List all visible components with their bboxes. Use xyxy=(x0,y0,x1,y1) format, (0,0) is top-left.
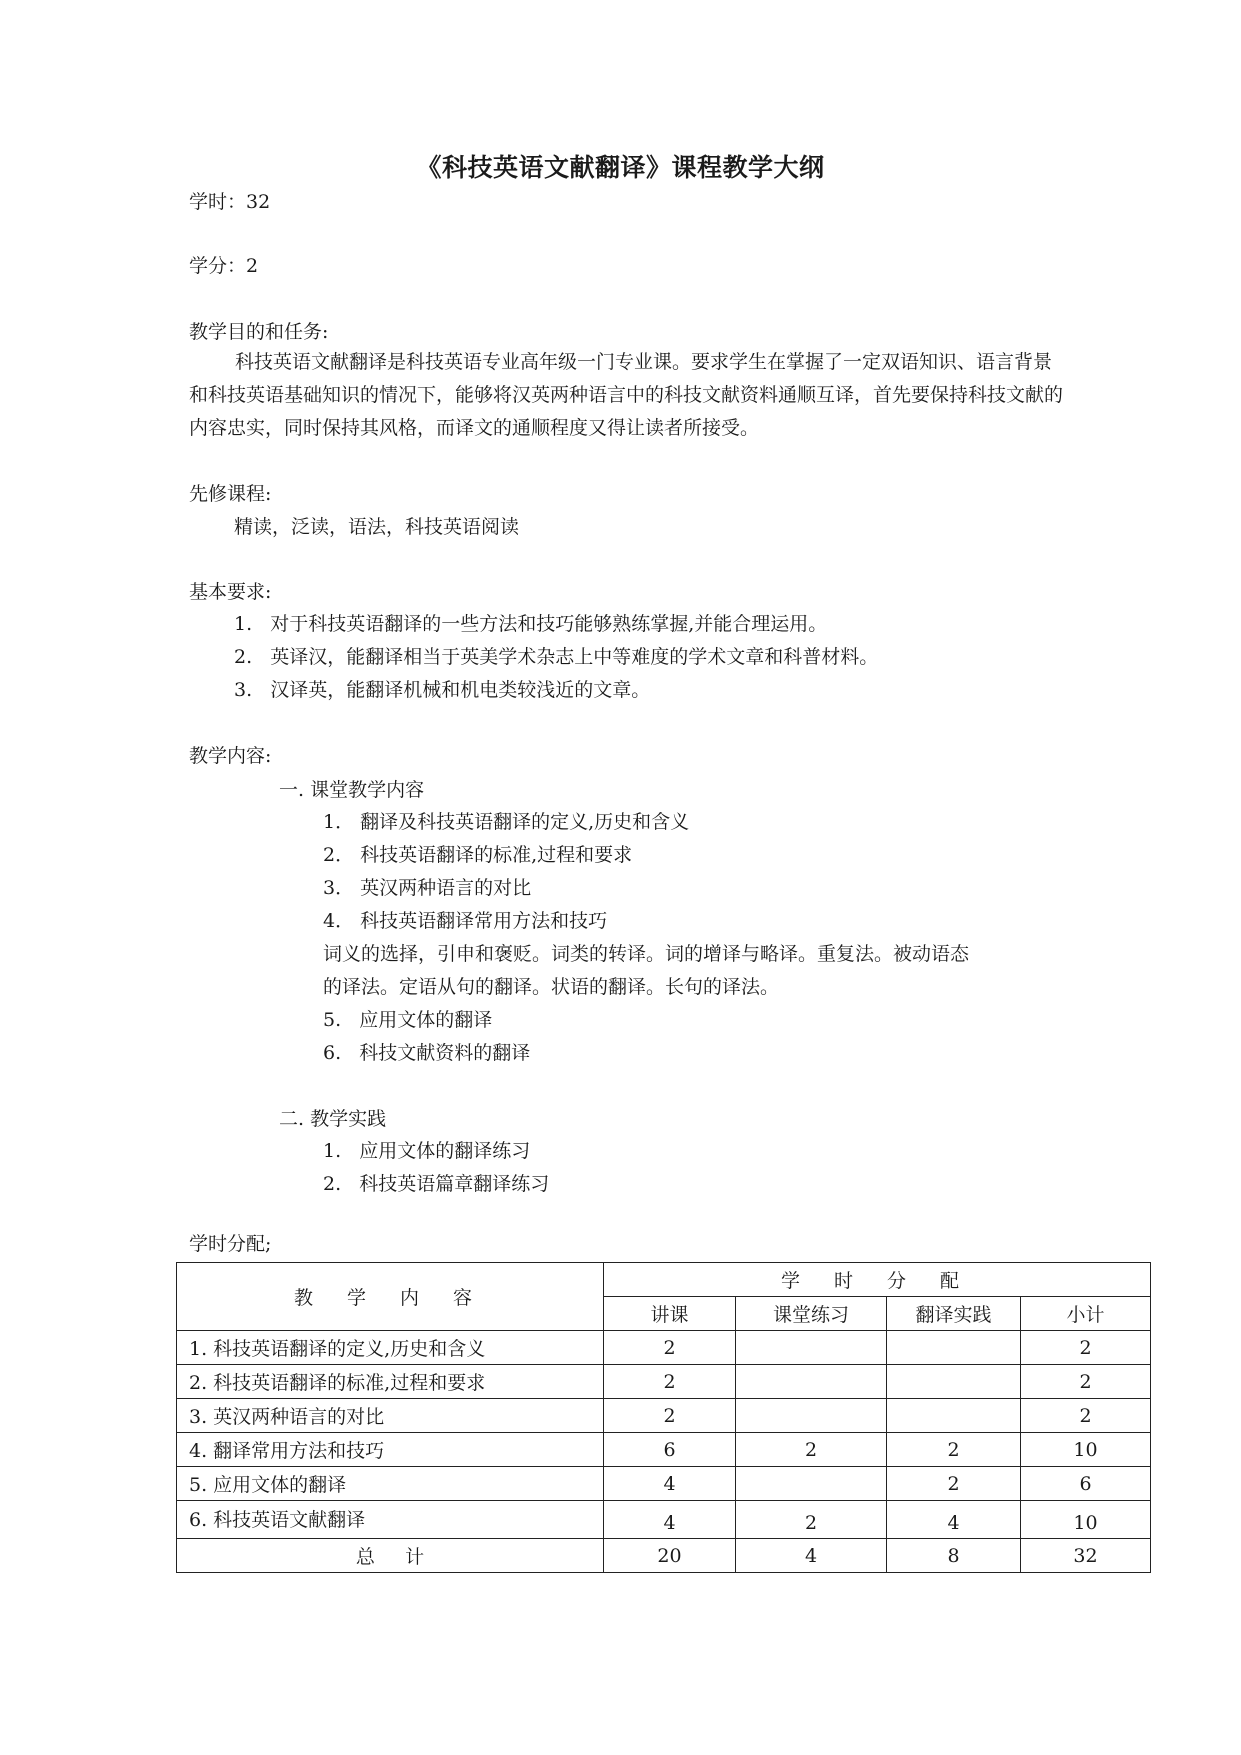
cell-practice: 2 xyxy=(887,1433,1021,1467)
section2-title: 二. 教学实践 xyxy=(279,1108,387,1130)
table-row xyxy=(177,1331,1151,1365)
cell-practice xyxy=(887,1331,1021,1365)
content-item-text: 翻译及科技英语翻译的定义,历史和含义 xyxy=(360,811,690,833)
content-item-num: 5. xyxy=(323,1009,342,1031)
cell-practice: 2 xyxy=(887,1467,1021,1501)
content-item-num: 1． xyxy=(323,811,355,833)
cell-subtotal: 10 xyxy=(1021,1433,1151,1467)
table-header-row xyxy=(177,1263,1151,1297)
row-item: 3. 英汉两种语言的对比 xyxy=(177,1399,604,1433)
content-item-text: 科技文献资料的翻译 xyxy=(359,1042,531,1064)
cell-exercise xyxy=(736,1331,887,1365)
total-lecture: 20 xyxy=(604,1539,736,1573)
practice-item-text: 科技英语篇章翻译练习 xyxy=(359,1173,550,1195)
requirement-num: 3. xyxy=(234,679,253,701)
content-item xyxy=(323,1008,492,1032)
section1-title: 一. 课堂教学内容 xyxy=(279,779,425,801)
cell-exercise xyxy=(736,1467,887,1501)
cell-subtotal: 2 xyxy=(1021,1399,1151,1433)
content-item-text: 应用文体的翻译 xyxy=(359,1009,493,1031)
prereq-text: 精读，泛读，语法，科技英语阅读 xyxy=(234,516,520,538)
purpose-heading: 教学目的和任务: xyxy=(189,321,329,343)
total-label: 总 计 xyxy=(177,1539,604,1573)
column-header: 小计 xyxy=(1021,1297,1151,1331)
cell-lecture: 4 xyxy=(604,1467,736,1501)
practice-item xyxy=(323,1172,549,1196)
total-exercise: 4 xyxy=(736,1539,887,1573)
row-item: 1. 科技英语翻译的定义,历史和含义 xyxy=(177,1331,604,1365)
content-detail-line: 的译法。定语从句的翻译。状语的翻译。长句的译法。 xyxy=(323,976,780,998)
content-item-num: 2． xyxy=(323,844,355,866)
content-item xyxy=(323,909,607,933)
content-item-text: 英汉两种语言的对比 xyxy=(360,877,532,899)
cell-lecture: 2 xyxy=(604,1331,736,1365)
content-detail-line: 词义的选择，引申和褒贬。词类的转译。词的增译与略译。重复法。被动语态 xyxy=(323,943,970,965)
content-item xyxy=(323,843,632,867)
requirement-text: 对于科技英语翻译的一些方法和技巧能够熟练掌握,并能合理运用。 xyxy=(270,613,828,635)
content-heading: 教学内容: xyxy=(189,745,272,767)
requirements-heading: 基本要求: xyxy=(189,581,272,603)
column-header: 翻译实践 xyxy=(887,1297,1021,1331)
content-item-num: 6. xyxy=(323,1042,342,1064)
cell-subtotal: 6 xyxy=(1021,1467,1151,1501)
content-item xyxy=(323,1041,530,1065)
requirement-num: 2. xyxy=(234,646,253,668)
row-item: 4. 翻译常用方法和技巧 xyxy=(177,1433,604,1467)
page-title: 《科技英语文献翻译》课程教学大纲 xyxy=(416,153,825,182)
purpose-text: 科技英语文献翻译是科技英语专业高年级一门专业课。要求学生在掌握了一定双语知识、语言背景和科技英语基础知识的情况下，能够将汉英两种语言中的科技文献资料通顺互译，首先要保持科技文献的内容忠实，同时保持其风格，而译文的通顺程度又得让读者所接受。 xyxy=(189,351,1064,439)
practice-item-num: 2. xyxy=(323,1173,342,1195)
cell-exercise: 2 xyxy=(736,1501,887,1539)
row-item: 6. 科技英语文献翻译 xyxy=(177,1501,604,1539)
requirement-num: 1. xyxy=(234,613,253,635)
hours-label: 学时：32 xyxy=(189,191,271,213)
requirement-item xyxy=(234,612,827,636)
practice-item-num: 1. xyxy=(323,1140,342,1162)
cell-subtotal: 2 xyxy=(1021,1365,1151,1399)
content-item-num: 3． xyxy=(323,877,355,899)
cell-exercise xyxy=(736,1399,887,1433)
cell-lecture: 2 xyxy=(604,1399,736,1433)
credits-label: 学分：2 xyxy=(189,255,259,277)
header-content: 教 学 内 容 xyxy=(177,1263,604,1331)
table-row xyxy=(177,1467,1151,1501)
practice-item xyxy=(323,1139,530,1163)
requirement-text: 英译汉，能翻译相当于英美学术杂志上中等难度的学术文章和科普材料。 xyxy=(270,646,879,668)
requirement-item xyxy=(234,678,650,702)
cell-exercise: 2 xyxy=(736,1433,887,1467)
hours-allocation-table xyxy=(176,1262,1151,1573)
table-row xyxy=(177,1365,1151,1399)
cell-practice xyxy=(887,1365,1021,1399)
row-item: 2. 科技英语翻译的标准,过程和要求 xyxy=(177,1365,604,1399)
cell-subtotal: 10 xyxy=(1021,1501,1151,1539)
allocation-heading: 学时分配; xyxy=(189,1233,272,1255)
content-item xyxy=(323,876,531,900)
total-practice: 8 xyxy=(887,1539,1021,1573)
cell-practice: 4 xyxy=(887,1501,1021,1539)
requirement-item xyxy=(234,645,878,669)
content-item-text: 科技英语翻译常用方法和技巧 xyxy=(360,910,608,932)
table-row xyxy=(177,1501,1151,1539)
cell-exercise xyxy=(736,1365,887,1399)
prereq-heading: 先修课程: xyxy=(189,483,272,505)
content-item xyxy=(323,810,689,834)
purpose-paragraph xyxy=(189,346,1069,445)
cell-subtotal: 2 xyxy=(1021,1331,1151,1365)
requirement-text: 汉译英，能翻译机械和机电类较浅近的文章。 xyxy=(270,679,651,701)
table-row xyxy=(177,1433,1151,1467)
column-header: 课堂练习 xyxy=(736,1297,887,1331)
content-item-num: 4． xyxy=(323,910,355,932)
header-hours: 学 时 分 配 xyxy=(604,1263,1151,1297)
cell-lecture: 2 xyxy=(604,1365,736,1399)
cell-lecture: 4 xyxy=(604,1501,736,1539)
practice-item-text: 应用文体的翻译练习 xyxy=(359,1140,531,1162)
row-item: 5. 应用文体的翻译 xyxy=(177,1467,604,1501)
column-header: 讲课 xyxy=(604,1297,736,1331)
table-row xyxy=(177,1399,1151,1433)
table-total-row xyxy=(177,1539,1151,1573)
cell-lecture: 6 xyxy=(604,1433,736,1467)
total-subtotal: 32 xyxy=(1021,1539,1151,1573)
content-item-text: 科技英语翻译的标准,过程和要求 xyxy=(360,844,633,866)
cell-practice xyxy=(887,1399,1021,1433)
